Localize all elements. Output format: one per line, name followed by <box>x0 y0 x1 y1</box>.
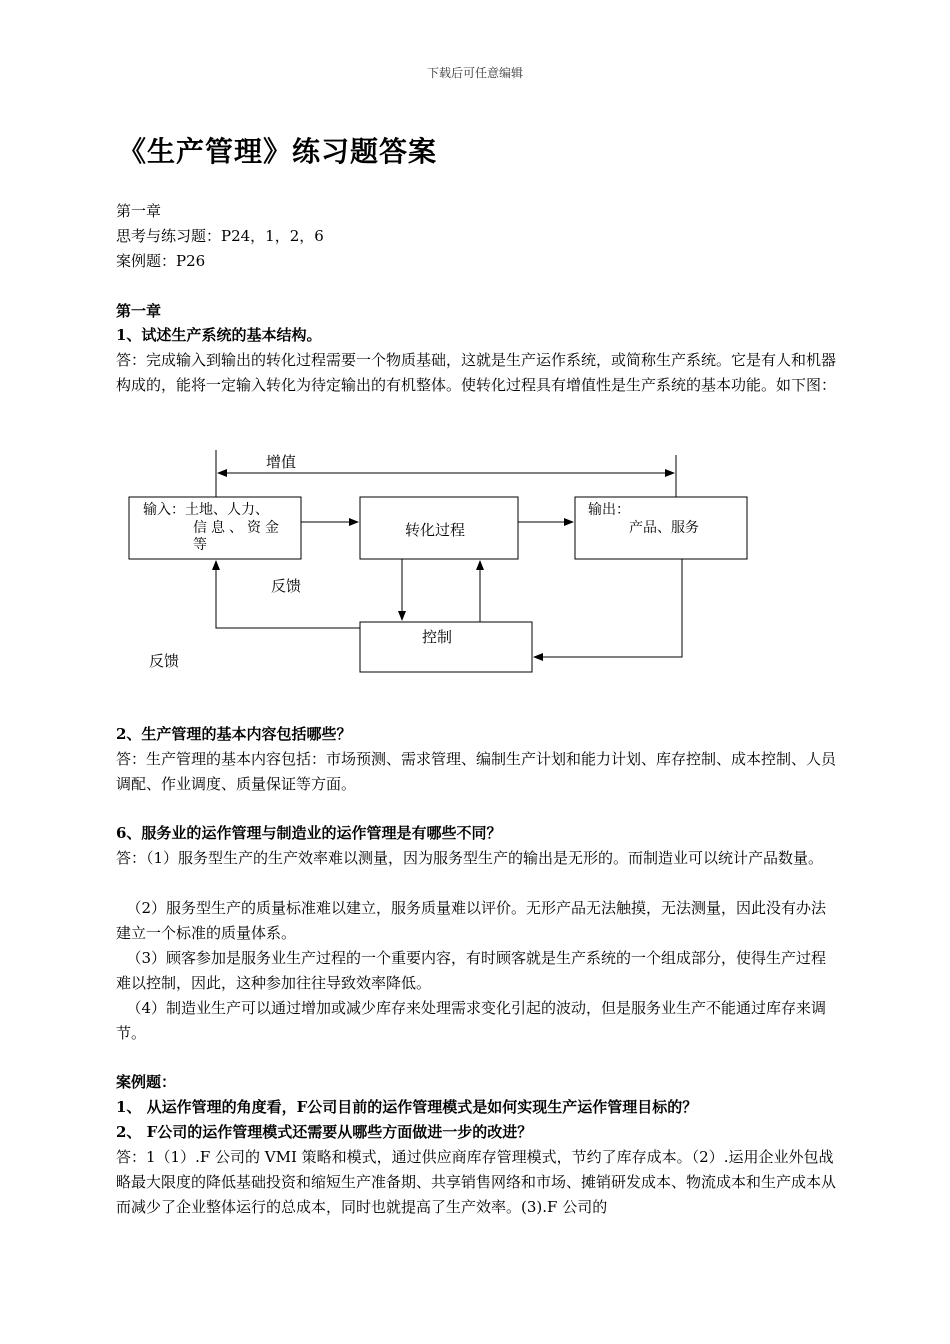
output-feedback-arrow <box>534 559 682 657</box>
feedback-label-1: 反馈 <box>271 577 302 595</box>
q6-answer-4: （4）制造业生产可以通过增加或减少库存来处理需求变化引起的波动，但是服务业生产不能通过库存来调节。 <box>116 999 827 1042</box>
q6-answer-1: 答：（1）服务型生产的生产效率难以测量，因为服务型生产的输出是无形的。而制造业可以统计产品数量。 <box>116 849 824 867</box>
output-label-2: 产品、服务 <box>629 520 699 536</box>
intro-line-3: 案例题：P26 <box>116 252 206 270</box>
intro-line-2: 思考与练习题：P24，1，2，6 <box>116 227 324 245</box>
input-label-1: 输入：土地、人力、 <box>143 502 269 518</box>
q1-question: 1、试述生产系统的基本结构。 <box>116 326 322 344</box>
q2-question: 2、生产管理的基本内容包括哪些？ <box>116 725 352 743</box>
case-question-1: 1、 从运作管理的角度看，F公司目前的运作管理模式是如何实现生产运作管理目标的？ <box>116 1098 698 1116</box>
input-label-2: 信息、资金 <box>193 520 283 536</box>
input-label-3: 等 <box>193 537 207 553</box>
q2-answer: 答：生产管理的基本内容包括：市场预测、需求管理、编制生产计划和能力计划、库存控制、成本控制、人员调配、作业调度、质量保证等方面。 <box>116 750 837 793</box>
case-heading: 案例题： <box>116 1073 177 1091</box>
feedback-label-2: 反馈 <box>149 652 180 670</box>
q6-answer-3: （3）顾客参加是服务业生产过程的一个重要内容，有时顾客就是生产系统的一个组成部分，使得生产过程难以控制，因此，这种参加往往导致效率降低。 <box>116 949 827 992</box>
chapter-heading: 第一章 <box>116 302 162 320</box>
case-question-2: 2、 F公司的运作管理模式还需要从哪些方面做进一步的改进？ <box>116 1123 533 1141</box>
process-label: 转化过程 <box>405 521 466 539</box>
value-added-label: 增值 <box>266 453 297 471</box>
q1-answer: 答：完成输入到输出的转化过程需要一个物质基础，这就是生产运作系统，或简称生产系统。它是有人和机器构成的，能将一定输入转化为待定输出的有机整体。使转化过程具有增值性是生产系统的基本功能。如下图： <box>116 351 837 394</box>
q6-answer-2: （2）服务型生产的质量标准难以建立，服务质量难以评价。无形产品无法触摸，无法测量，因此没有办法建立一个标准的质量体系。 <box>116 899 827 942</box>
page-header: 下载后可任意编辑 <box>426 66 523 80</box>
control-label: 控制 <box>422 628 453 646</box>
q6-question: 6、服务业的运作管理与制造业的运作管理是有哪些不同？ <box>116 824 502 842</box>
case-answer: 答：1（1）.F 公司的 VMI 策略和模式，通过供应商库存管理模式，节约了库存成本。（2）.运用企业外包战略最大限度的降低基础投资和缩短生产准备期、共享销售网络和市场、摊销研发成本、物流成本和生产成本从而减少了企业整体运行的总成本，同时也就提高了生产效率。(3).F 公司的 <box>116 1148 837 1216</box>
intro-line-1: 第一章 <box>116 202 162 220</box>
output-label-1: 输出： <box>588 502 630 518</box>
document-title: 《生产管理》练习题答案 <box>118 135 438 168</box>
